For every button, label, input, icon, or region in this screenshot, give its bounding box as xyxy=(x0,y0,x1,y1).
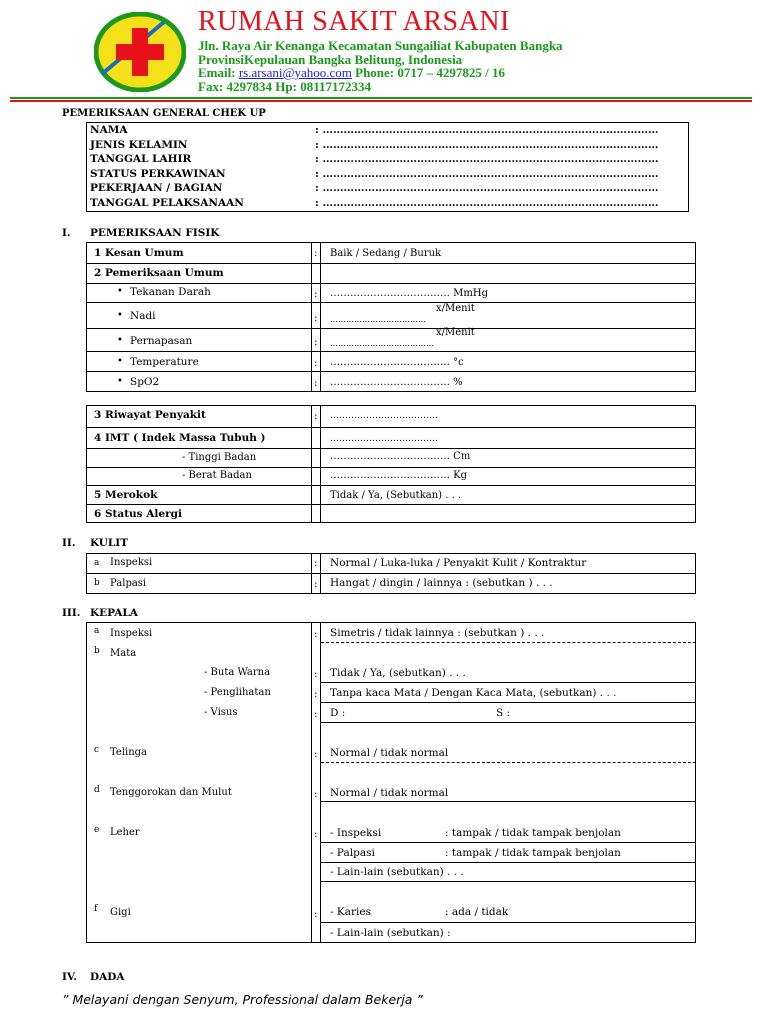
hospital-fax: Fax: 4297834 Hp: 08117172334 xyxy=(198,79,371,94)
fisik-table-2 xyxy=(86,405,696,523)
leher-palpasi-label: - Palpasi xyxy=(330,847,375,859)
imt-label: 4 IMT ( Indek Massa Tubuh ) xyxy=(94,432,266,444)
pernapasan-label: • Pernapasan xyxy=(130,335,192,347)
leher-label: Leher xyxy=(110,827,140,838)
section1-title: PEMERIKSAAN FISIK xyxy=(90,227,220,239)
visus-label: - Visus xyxy=(204,707,238,718)
tinggi-badan-value[interactable]: ……………………………… Cm xyxy=(330,451,471,462)
nadi-label: • Nadi xyxy=(130,310,156,322)
penglihatan-value[interactable]: Tanpa kaca Mata / Dengan Kaca Mata, (sebutkan) . . . xyxy=(330,687,617,699)
kepala-d-letter: d xyxy=(94,785,100,795)
section2-title: KULIT xyxy=(90,537,129,549)
merokok-value[interactable]: Tidak / Ya, (Sebutkan) . . . xyxy=(330,490,462,501)
section3-num: III. xyxy=(62,607,81,619)
kepala-b-letter: b xyxy=(94,646,100,656)
tenggorokan-value[interactable]: Normal / tidak normal xyxy=(330,787,449,799)
kepala-e-letter: e xyxy=(94,825,100,835)
field-status-perkawinan: STATUS PERKAWINAN xyxy=(90,168,226,180)
kulit-inspeksi-label: Inspeksi xyxy=(110,557,153,568)
leher-lain-lain[interactable]: - Lain-lain (sebutkan) . . . xyxy=(330,866,464,878)
tinggi-badan-label: - Tinggi Badan xyxy=(182,452,257,463)
merokok-label: 5 Merokok xyxy=(94,489,158,501)
header-rule-red xyxy=(10,100,752,102)
buta-warna-label: - Buta Warna xyxy=(204,667,271,678)
section1-num: I. xyxy=(62,227,71,239)
temperature-value[interactable]: ……………………………… °c xyxy=(330,357,464,368)
form-title: PEMERIKSAAN GENERAL CHEK UP xyxy=(62,108,266,119)
field-jenis-kelamin: JENIS KELAMIN xyxy=(90,139,188,151)
pernapasan-value[interactable]: ………………………………… xyxy=(330,339,434,348)
status-alergi-label: 6 Status Alergi xyxy=(94,508,182,520)
field-tanggal-pelaksanaan: TANGGAL PELAKSANAAN xyxy=(90,197,244,209)
kepala-inspeksi-label: Inspeksi xyxy=(110,628,153,639)
berat-badan-label: - Berat Badan xyxy=(182,470,252,481)
visus-s[interactable]: S : xyxy=(496,707,511,719)
temperature-label: • Temperature xyxy=(130,356,199,368)
email-link[interactable]: rs.arsani@yahoo.com xyxy=(238,65,352,80)
section4-num: IV. xyxy=(62,971,77,983)
nadi-value[interactable]: ……………………………… xyxy=(330,315,426,324)
section3-title: KEPALA xyxy=(90,607,138,619)
gigi-lain-lain[interactable]: - Lain-lain (sebutkan) : xyxy=(330,927,451,939)
kepala-inspeksi-value[interactable]: Simetris / tidak lainnya : (sebutkan ) . . . xyxy=(330,627,545,639)
tekanan-darah-value[interactable]: ……………………………… MmHg xyxy=(330,288,489,299)
kepala-f-letter: f xyxy=(94,904,98,914)
hospital-name: RUMAH SAKIT ARSANI xyxy=(198,6,510,37)
karies-value[interactable]: : ada / tidak xyxy=(445,906,509,918)
blank-tanggal-pelaksanaan[interactable]: : …………………………………………………………………………………… xyxy=(315,197,659,209)
telinga-label: Telinga xyxy=(110,747,148,758)
spo2-label: • SpO2 xyxy=(130,376,159,388)
gigi-label: Gigi xyxy=(110,907,131,918)
pemeriksaan-umum-label: 2 Pemeriksaan Umum xyxy=(94,267,224,279)
header-rule-green xyxy=(10,97,752,99)
blank-nama[interactable]: : …………………………………………………………………………………… xyxy=(315,124,659,136)
kepala-c-letter: c xyxy=(94,745,100,755)
phone-text: Phone: 0717 – 4297825 / 16 xyxy=(351,65,505,80)
nadi-unit: x/Menit xyxy=(436,303,475,314)
blank-jenis-kelamin[interactable]: : …………………………………………………………………………………… xyxy=(315,139,659,151)
riwayat-penyakit-label: 3 Riwayat Penyakit xyxy=(94,409,206,421)
kulit-palpasi-label: Palpasi xyxy=(110,578,147,589)
field-tanggal-lahir: TANGGAL LAHIR xyxy=(90,153,192,165)
telinga-value[interactable]: Normal / tidak normal xyxy=(330,747,449,759)
kesan-umum-label: 1 Kesan Umum xyxy=(94,247,184,259)
hospital-address: Jln. Raya Air Kenanga Kecamatan Sungailiat Kabupaten Bangka xyxy=(198,38,563,53)
buta-warna-value[interactable]: Tidak / Ya, (sebutkan) . . . xyxy=(330,667,466,679)
berat-badan-value[interactable]: ……………………………… Kg xyxy=(330,470,468,481)
blank-tanggal-lahir[interactable]: : …………………………………………………………………………………… xyxy=(315,153,659,165)
leher-palpasi-value[interactable]: : tampak / tidak tampak benjolan xyxy=(445,847,621,859)
field-pekerjaan: PEKERJAAN / BAGIAN xyxy=(90,182,223,194)
pernapasan-unit: x/Menit xyxy=(436,327,475,338)
kepala-a-letter: a xyxy=(94,626,100,636)
kulit-palpasi-value[interactable]: Hangat / dingin / lainnya : (sebutkan ) . . . xyxy=(330,577,553,589)
field-nama: NAMA xyxy=(90,124,128,136)
kulit-b-letter: b xyxy=(94,578,100,588)
kesan-umum-value[interactable]: Baik / Sedang / Buruk xyxy=(330,248,442,259)
visus-d[interactable]: D : xyxy=(330,707,346,719)
tekanan-darah-label: • Tekanan Darah xyxy=(130,286,211,298)
tenggorokan-label: Tenggorokan dan Mulut xyxy=(110,787,232,798)
spo2-value[interactable]: ……………………………… % xyxy=(330,377,463,388)
kulit-inspeksi-value[interactable]: Normal / Luka-luka / Penyakit Kulit / Kontraktur xyxy=(330,557,587,569)
section4-title: DADA xyxy=(90,971,125,983)
footer-motto: ” Melayani dengan Senyum, Professional dalam Bekerja ” xyxy=(62,992,423,1007)
penglihatan-label: - Penglihatan xyxy=(204,687,271,698)
leher-inspeksi-label: - Inspeksi xyxy=(330,827,382,839)
karies-label: - Karies xyxy=(330,906,371,918)
section2-num: II. xyxy=(62,537,76,549)
leher-inspeksi-value[interactable]: : tampak / tidak tampak benjolan xyxy=(445,827,621,839)
email-label: Email: xyxy=(198,65,236,80)
mata-label: Mata xyxy=(110,648,137,659)
riwayat-penyakit-value[interactable]: ……………………………… xyxy=(330,411,438,421)
kulit-a-letter: a xyxy=(94,558,100,568)
blank-status-perkawinan[interactable]: : …………………………………………………………………………………… xyxy=(315,168,659,180)
hospital-logo xyxy=(94,12,186,92)
hospital-province: ProvinsiKepulauan Bangka Belitung, Indonesia xyxy=(198,52,463,67)
blank-pekerjaan[interactable]: : …………………………………………………………………………………… xyxy=(315,182,659,194)
imt-value[interactable]: ……………………………… xyxy=(330,434,438,444)
